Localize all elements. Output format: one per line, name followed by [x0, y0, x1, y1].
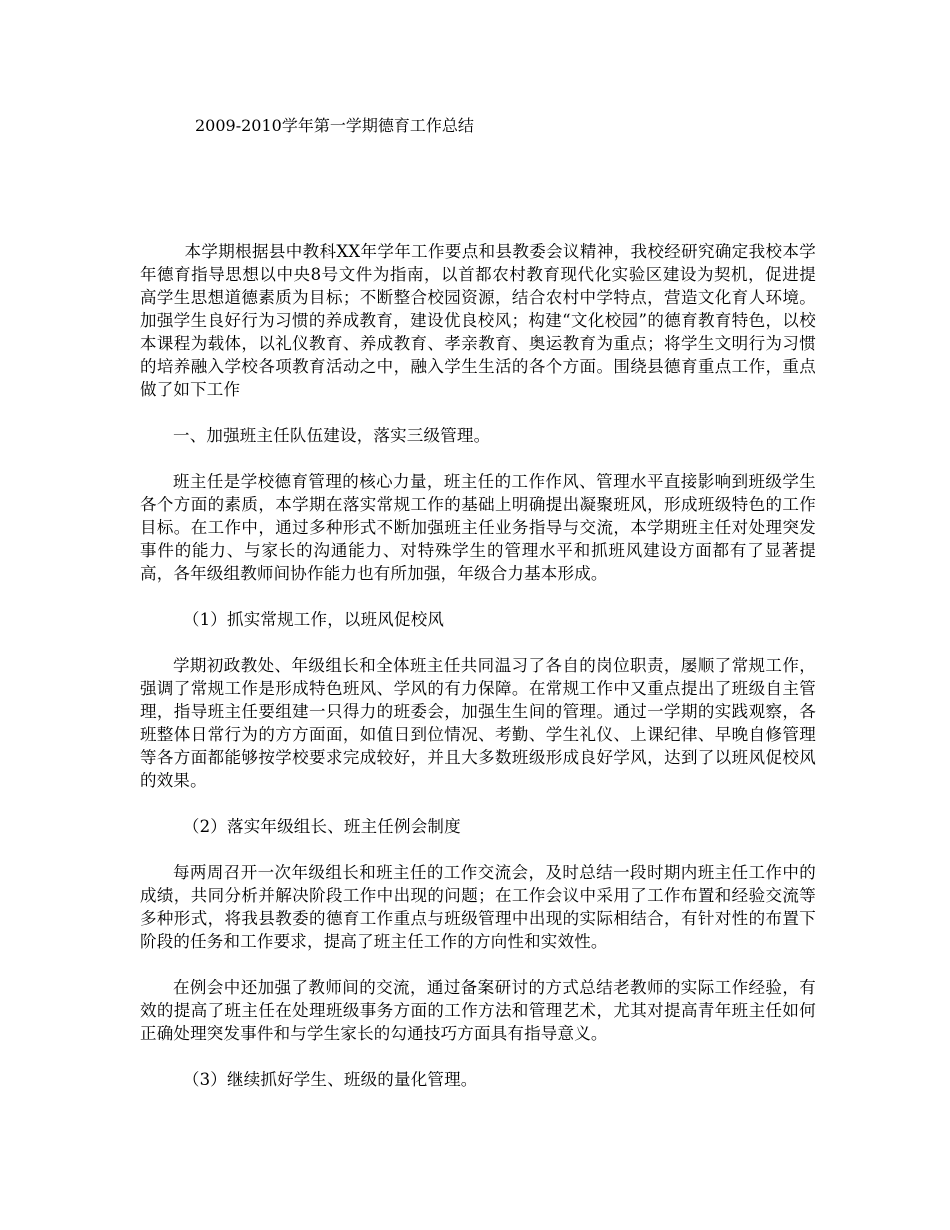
- section-heading-1: 一、加强班主任队伍建设，落实三级管理。: [173, 426, 491, 445]
- subsection-heading-2: （2）落实年级组长、班主任例会制度: [182, 817, 461, 836]
- body-paragraph: 学期初政教处、年级组长和全体班主任共同温习了各自的岗位职责，屡顺了常规工作，强调了常规工作是形成特色班风、学风的有力保障。在常规工作中又重点提出了班级自主管理，指导班主任要组建一只得力的班委会，加强生生间的管理。通过一学期的实践观察，各班整体日常行为的方方面面，如值日到位情况、考勤、学生礼仪、上课纪律、早晚自修管理等各方面都能够按学校要求完成较好，并且大多数班级形成良好学风，达到了以班风促校风的效果。: [140, 656, 816, 790]
- intro-paragraph: 本学期根据县中教科XX年学年工作要点和县教委会议精神，我校经研究确定我校本学年德育指导思想以中央8号文件为指南，以首都农村教育现代化实验区建设为契机，促进提高学生思想道德素质为目标；不断整合校园资源，结合农村中学特点，营造文化育人环境。加强学生良好行为习惯的养成教育，建设优良校风；构建“文化校园”的德育教育特色，以校本课程为载体，以礼仪教育、养成教育、孝亲教育、奥运教育为重点；将学生文明行为习惯的培养融入学校各项教育活动之中，融入学生生活的各个方面。围绕县德育重点工作，重点做了如下工作: [140, 242, 816, 399]
- body-paragraph: 每两周召开一次年级组长和班主任的工作交流会，及时总结一段时期内班主任工作中的成绩，共同分析并解决阶段工作中出现的问题；在工作会议中采用了工作布置和经验交流等多种形式，将我县教委的德育工作重点与班级管理中出现的实际相结合，有针对性的布置下阶段的任务和工作要求，提高了班主任工作的方向性和实效性。: [140, 863, 816, 951]
- subsection-heading-1: （1）抓实常规工作，以班风促校风: [182, 610, 445, 629]
- document-body: [140, 240, 816, 1114]
- body-paragraph: 在例会中还加强了教师间的交流，通过备案研讨的方式总结老教师的实际工作经验，有效的提高了班主任在处理班级事务方面的工作方法和管理艺术，尤其对提高青年班主任如何正确处理突发事件和与学生家长的勾通技巧方面具有指导意义。: [140, 978, 816, 1043]
- body-paragraph: 班主任是学校德育管理的核心力量，班主任的工作作风、管理水平直接影响到班级学生各个方面的素质，本学期在落实常规工作的基础上明确提出凝聚班风，形成班级特色的工作目标。在工作中，通过多种形式不断加强班主任业务指导与交流，本学期班主任对处理突发事件的能力、与家长的沟通能力、对特殊学生的管理水平和抓班风建设方面都有了显著提高，各年级组教师间协作能力也有所加强，年级合力基本形成。: [140, 472, 816, 583]
- subsection-heading-3: （3）继续抓好学生、班级的量化管理。: [182, 1070, 478, 1089]
- document-title: 2009-2010学年第一学期德育工作总结: [195, 116, 474, 135]
